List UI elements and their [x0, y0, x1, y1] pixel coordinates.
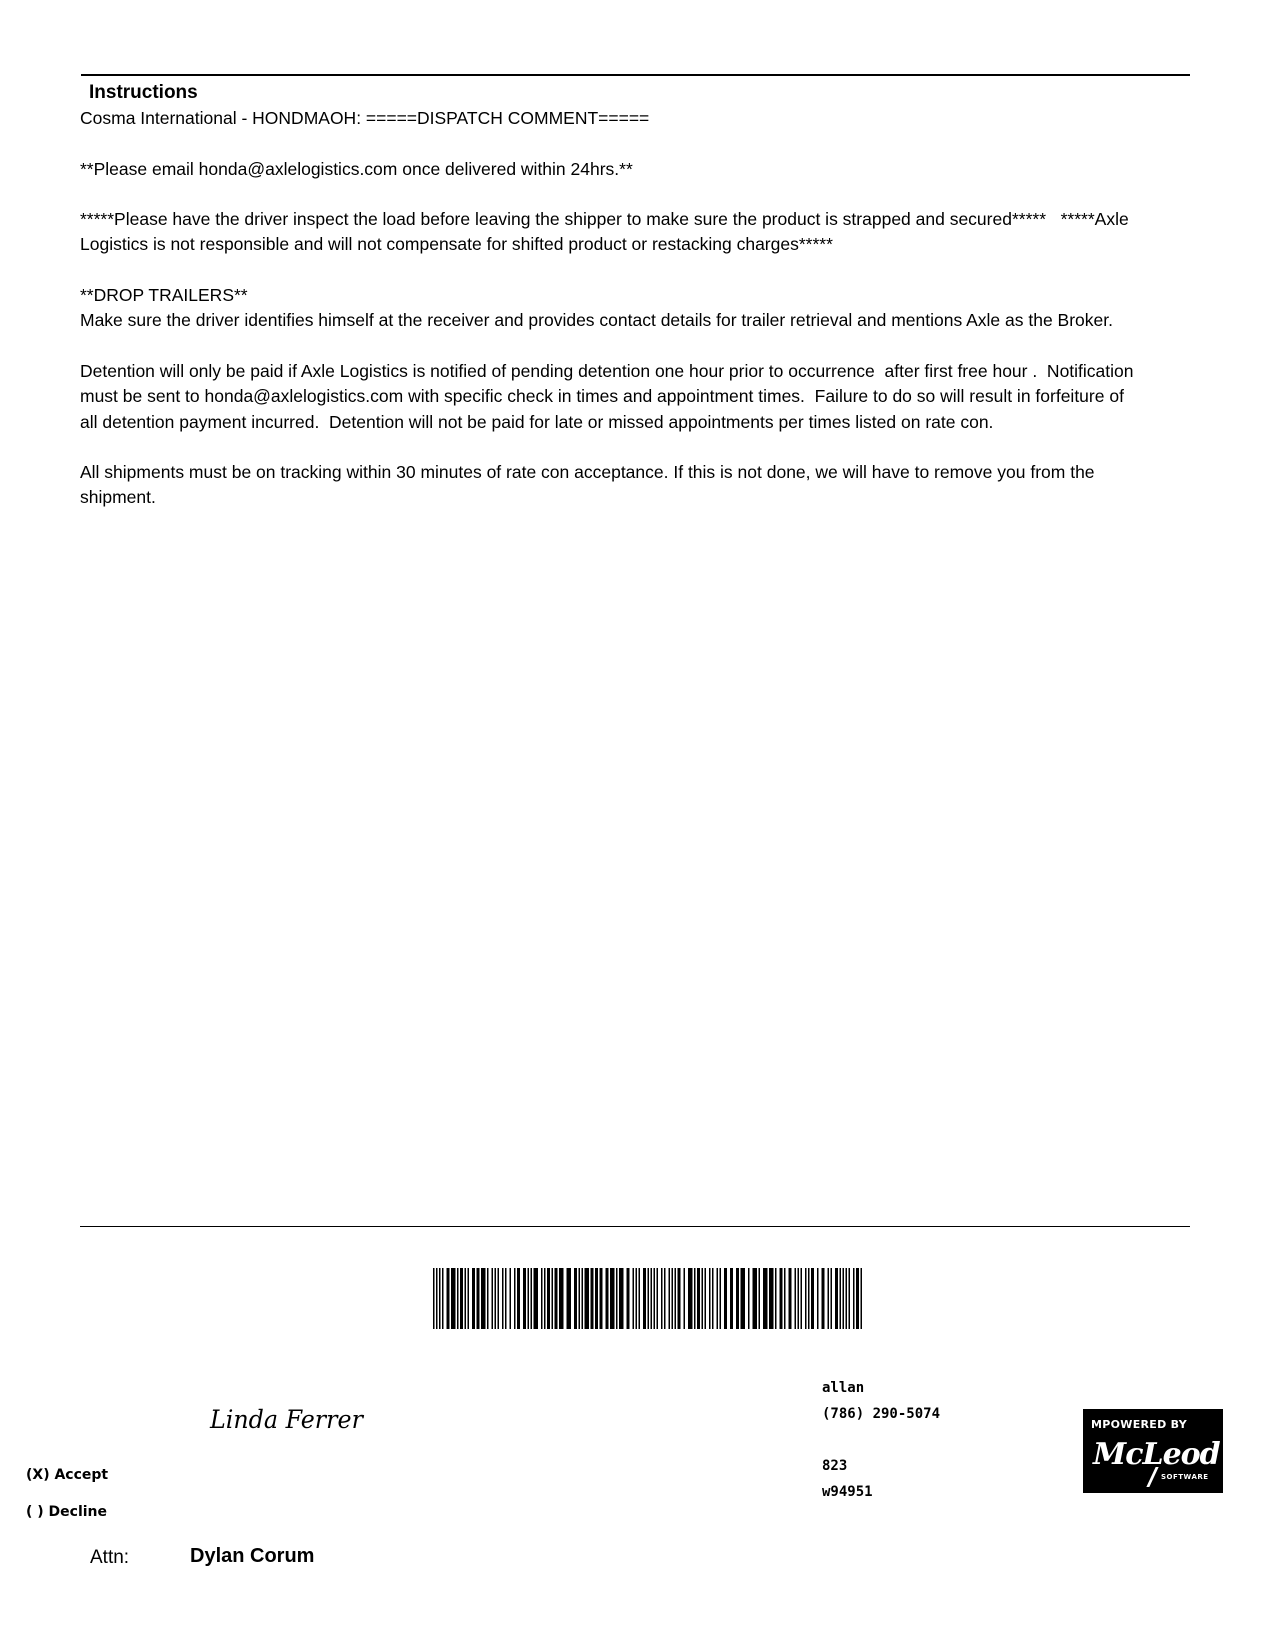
contact-phone: (786) 290-5074	[822, 1406, 941, 1422]
instruction-paragraph: *****Please have the driver inspect the load before leaving the shipper to make sure the product is strapped and secured***** *****Axle Logistics is not responsible and will not compensate for shifted product or restacking charges*****	[80, 209, 1134, 255]
instruction-paragraph: Cosma International - HONDMAOH: =====DISPATCH COMMENT=====	[80, 108, 650, 128]
instructions-heading: Instructions	[89, 82, 198, 103]
logo-brand: McLeod	[1093, 1437, 1220, 1472]
instructions-body	[80, 106, 1140, 536]
contact-code: w94951	[822, 1484, 873, 1500]
instruction-paragraph: **DROP TRAILERS** Make sure the driver identifies himself at the receiver and provides contact details for trailer retrieval and mentions Axle as the Broker.	[80, 285, 1113, 331]
instruction-paragraph: Detention will only be paid if Axle Logistics is notified of pending detention one hour prior to occurrence after first free hour . Notification must be sent to honda@axlelogistics.com with specific check in times and appointment times. Failure to do so will result in forfeiture of all detention payment incurred. Detention will not be paid for late or missed appointments per times listed on rate con.	[80, 360, 1139, 432]
instruction-paragraph: All shipments must be on tracking within 30 minutes of rate con acceptance. If this is not done, we will have to remove you from the shipment.	[80, 462, 1100, 508]
instruction-paragraph: **Please email honda@axlelogistics.com once delivered within 24hrs.**	[80, 158, 633, 179]
attn-name: Dylan Corum	[190, 1545, 315, 1567]
bottom-divider	[80, 1226, 1190, 1227]
contact-name: allan	[822, 1380, 865, 1396]
decline-option[interactable]: ( ) Decline	[26, 1504, 108, 1520]
logo-sub: SOFTWARE	[1161, 1473, 1209, 1481]
mcleod-logo	[1083, 1409, 1223, 1493]
barcode	[433, 1268, 865, 1329]
attn-label: Attn:	[90, 1547, 130, 1568]
top-divider	[81, 74, 1190, 76]
contact-number: 823	[822, 1458, 848, 1474]
logo-tagline: MPOWERED BY	[1091, 1418, 1187, 1431]
signature: Linda Ferrer	[210, 1405, 363, 1434]
accept-option[interactable]: (X) Accept	[26, 1467, 109, 1483]
